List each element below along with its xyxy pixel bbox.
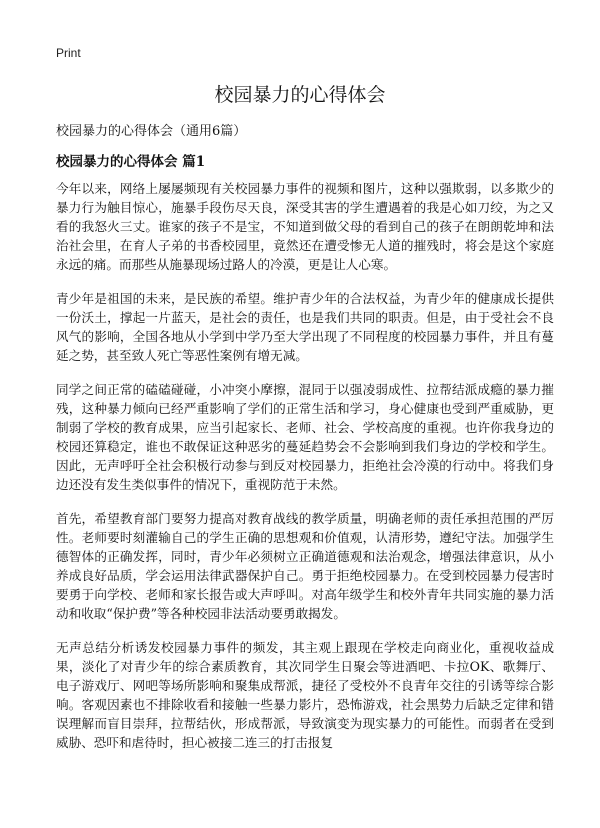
- section-heading: 校园暴力的心得体会 篇1: [56, 154, 206, 170]
- document-subtitle: 校园暴力的心得体会（通用6篇）: [56, 124, 247, 139]
- paragraph-3: 同学之间正常的磕磕碰碰，小冲突小摩擦，混同于以强凌弱成性、拉帮结派成瘾的暴力摧残，这种暴力倾向已经严重影响了学们的正常生活和学习，身心健康也受到严重威胁，更制弱了学校的教育成果，应当引起家长、老师、社会、学校高度的重视。也许你我身边的校园还算稳定，谁也不敢保证这种恶劣的蔓延趋势会不会影响到我们身边的学校和学生。因此，无声呼吁全社会积极行动参与到反对校园暴力，拒绝社会冷漠的行动中。将我们身边还没有发生类似事件的情况下，重视防范于未然。: [56, 382, 554, 492]
- paragraph-5: 无声总结分析诱发校园暴力事件的频发，其主观上跟现在学校走向商业化，重视收益成果，淡化了对青少年的综合素质教育，其次同学生日聚会等进酒吧、卡拉OK、歌舞厅、电子游戏厅、网吧等场所影响和聚集成帮派，捷径了受校外不良青年交往的引诱等综合影响。客观因素也不排除收看和接触一些暴力影片，恐怖游戏，社会黑势力后缺乏定律和错误理解而盲目崇拜，拉帮结伙，形成帮派，导致演变为现实暴力的可能性。而弱者在受到威胁、恐吓和虐待时，担心被接二连三的打击报复: [56, 640, 554, 750]
- document-title: 校园暴力的心得体会: [214, 84, 386, 106]
- document-body: [56, 179, 554, 767]
- paragraph-4: 首先，希望教育部门要努力提高对教育战线的教学质量，明确老师的责任承担范围的严厉性。老师要时刻灌输自己的学生正确的思想观和价值观，认清形势，遵纪守法。加强学生德智体的正确发挥，同时，青少年必须树立正确道德观和法治观念，增强法律意识，从小养成良好品质，学会运用法律武器保护自己。勇于拒绝校园暴力。在受到校园暴力侵害时要勇于向学校、老师和家长报告或大声呼叫。对高年级学生和校外青年共同实施的暴力活动和收取“保护费”等各种校园非法活动要勇敢揭发。: [56, 511, 554, 621]
- paragraph-2: 青少年是祖国的未来，是民族的希望。维护青少年的合法权益，为青少年的健康成长提供一份沃土，撑起一片蓝天，是社会的责任，也是我们共同的职责。但是，由于受社会不良风气的影响，全国各地从小学到中学乃至大学出现了不同程度的校园暴力事件，并且有蔓延之势，甚至致人死亡等恶性案例有增无减。: [56, 291, 554, 363]
- paragraph-1: 今年以来，网络上屡屡频现有关校园暴力事件的视频和图片，这种以强欺弱，以多欺少的暴力行为触目惊心，施暴手段伤尽天良，深受其害的学生遭遇着的我是心如刀绞，为之又看的我怒火三丈。谁家的孩子不是宝，不知道到做父母的看到自己的孩子在朗朗乾坤和法治社会里，在育人子弟的书香校园里，竟然还在遭受惨无人道的摧残时，将会是这个家庭永远的痛。而那些从施暴现场过路人的冷漠，更是让人心寒。: [56, 181, 554, 272]
- print-link[interactable]: Print: [56, 46, 81, 60]
